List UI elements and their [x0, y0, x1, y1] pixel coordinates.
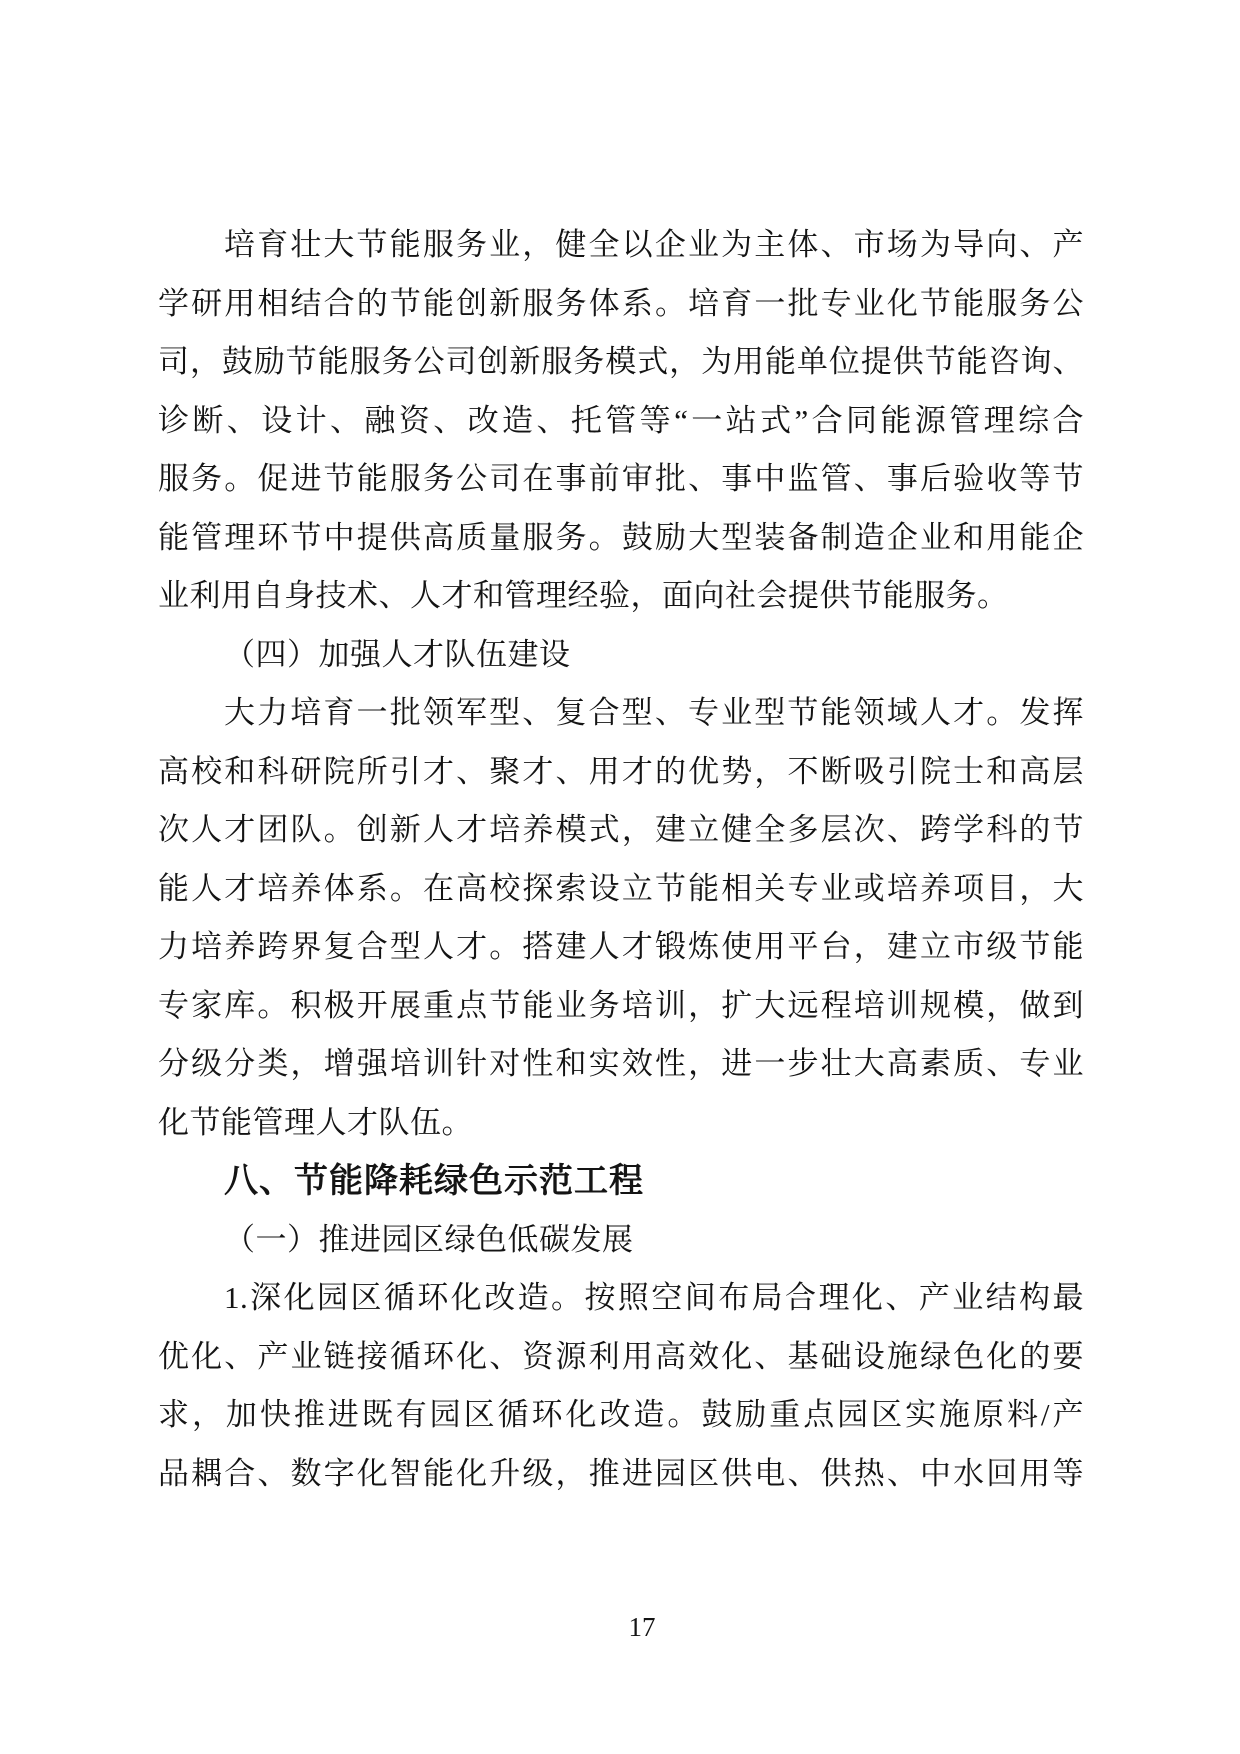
page-number: [0, 1610, 1240, 1644]
text-line: 服务。促进节能服务公司在事前审批、事中监管、事后验收等节: [158, 461, 1084, 496]
section-heading: （一）推进园区绿色低碳发展: [224, 1221, 634, 1257]
text-line: 学研用相结合的节能创新服务体系。培育一批专业化节能服务公: [158, 285, 1084, 321]
text-line: 次人才团队。创新人才培养模式，建立健全多层次、跨学科的节: [158, 812, 1084, 847]
text-line: 化节能管理人才队伍。: [158, 1104, 473, 1140]
text-line: 高校和科研院所引才、聚才、用才的优势，不断吸引院士和高层: [158, 753, 1084, 789]
text-line: 1.深化园区循环化改造。按照空间布局合理化、产业结构最: [224, 1280, 1084, 1315]
chapter-heading: 八、节能降耗绿色示范工程: [224, 1162, 644, 1200]
text-line: 力培养跨界复合型人才。搭建人才锻炼使用平台，建立市级节能: [158, 929, 1084, 964]
section-heading: （四）加强人才队伍建设: [224, 636, 571, 672]
text-line: 品耦合、数字化智能化升级，推进园区供电、供热、中水回用等: [158, 1455, 1084, 1491]
text-line: 专家库。积极开展重点节能业务培训，扩大远程培训规模，做到: [158, 987, 1084, 1023]
text-line: 业利用自身技术、人才和管理经验，面向社会提供节能服务。: [158, 578, 1009, 613]
text-line: 司，鼓励节能服务公司创新服务模式，为用能单位提供节能咨询、: [158, 344, 1084, 379]
text-line: 优化、产业链接循环化、资源利用高效化、基础设施绿色化的要: [158, 1338, 1084, 1374]
text-line: 分级分类，增强培训针对性和实效性，进一步壮大高素质、专业: [158, 1046, 1084, 1081]
text-line: 诊断、设计、融资、改造、托管等“一站式”合同能源管理综合: [158, 402, 1084, 438]
text-line: 能管理环节中提供高质量服务。鼓励大型装备制造企业和用能企: [158, 519, 1084, 555]
page-number-value: 17: [628, 1612, 656, 1642]
text-line: 培育壮大节能服务业，健全以企业为主体、市场为导向、产: [224, 227, 1084, 262]
text-line: 能人才培养体系。在高校探索设立节能相关专业或培养项目，大: [158, 870, 1084, 906]
document-body: [158, 216, 1084, 1503]
text-line: 大力培育一批领军型、复合型、专业型节能领域人才。发挥: [224, 695, 1084, 730]
text-line: 求，加快推进既有园区循环化改造。鼓励重点园区实施原料/产: [158, 1397, 1084, 1432]
